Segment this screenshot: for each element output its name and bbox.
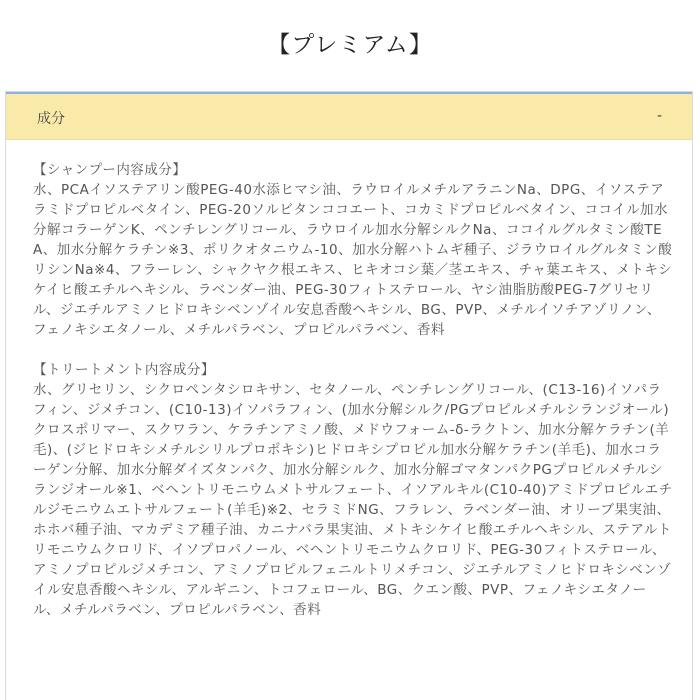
accordion-header[interactable] bbox=[6, 92, 692, 140]
accordion-label: 成分 bbox=[37, 111, 65, 127]
shampoo-heading: 【シャンプー内容成分】 bbox=[33, 162, 187, 178]
treatment-ingredients: 水、グリセリン、シクロペンタシロキサン、セタノール、ペンチレングリコール、(C13-16)イソパラフィン、ジメチコン、(C10-13)イソパラフィン、(加水分解シルク/PGプロピルメチルシランジオール)クロスポリマー、スクワラン、ケラチンアミノ酸、メドウフォーム-δ-ラクトン、加水分解ケラチン(羊毛)、(ジヒドロキシメチルシリルプロポキシ)ヒドロキシプロピル加水分解ケラチン(羊毛)、加水コラーゲン分解、加水分解ダイズタンパク、加水分解シルク、加水分解ゴマタンパクPGプロピルメチルシランジオール※1、ベヘントリモニウムメトサルフェート、イソアルキル(C10-40)アミドプロピルエチルジモニウムエトサルフェート(羊毛)※2、セラミドNG、フラレン、ラベンダー油、オリーブ果実油、ホホバ種子油、マカデミア種子油、カニナバラ果実油、メトキシケイヒ酸エチルヘキシル、ステアルトリモニウムクロリド、イソプロパノール、ベヘントリモニウムクロリド、PEG-30フィトステロール、アミノプロピルジメチコン、アミノプロピルフェニルトリメチコン、ジエチルアミノヒドロキシベンゾイル安息香酸ヘキシル、アルギニン、トコフェロール、BG、クエン酸、PVP、フェノキシエタノール、メチルパラベン、プロピルパラベン、香料 bbox=[33, 382, 673, 618]
ingredients-accordion bbox=[5, 91, 693, 700]
treatment-heading: 【トリートメント内容成分】 bbox=[33, 362, 215, 378]
collapse-icon[interactable]: - bbox=[656, 108, 662, 124]
section-spacer bbox=[33, 340, 673, 360]
shampoo-ingredients: 水、PCAイソステアリン酸PEG-40水添ヒマシ油、ラウロイルメチルアラニンNa、DPG、イソステアラミドプロピルベタイン、PEG-20ソルビタンココエート、コカミドプロピルベタイン、ココイル加水分解コラーゲンK、ペンチレングリコール、ラウロイル加水分解シルクNa、ココイルグルタミン酸TEA、加水分解ケラチン※3、ポリクオタニウム-10、加水分解ハトムギ種子、ジラウロイルグルタミン酸リシンNa※4、フラーレン、シャクヤク根エキス、ヒキオコシ葉／茎エキス、チャ葉エキス、メトキシケイヒ酸エチルヘキシル、ラベンダー油、PEG-30フィトステロール、ヤシ油脂肪酸PEG-7グリセリル、ジエチルアミノヒドロキシベンゾイル安息香酸ヘキシル、BG、PVP、メチルイソチアゾリノン、フェノキシエタノール、メチルパラベン、プロピルパラベン、香料 bbox=[33, 182, 673, 338]
page-title: 【プレミアム】 bbox=[267, 32, 433, 58]
accordion-body bbox=[33, 160, 673, 620]
